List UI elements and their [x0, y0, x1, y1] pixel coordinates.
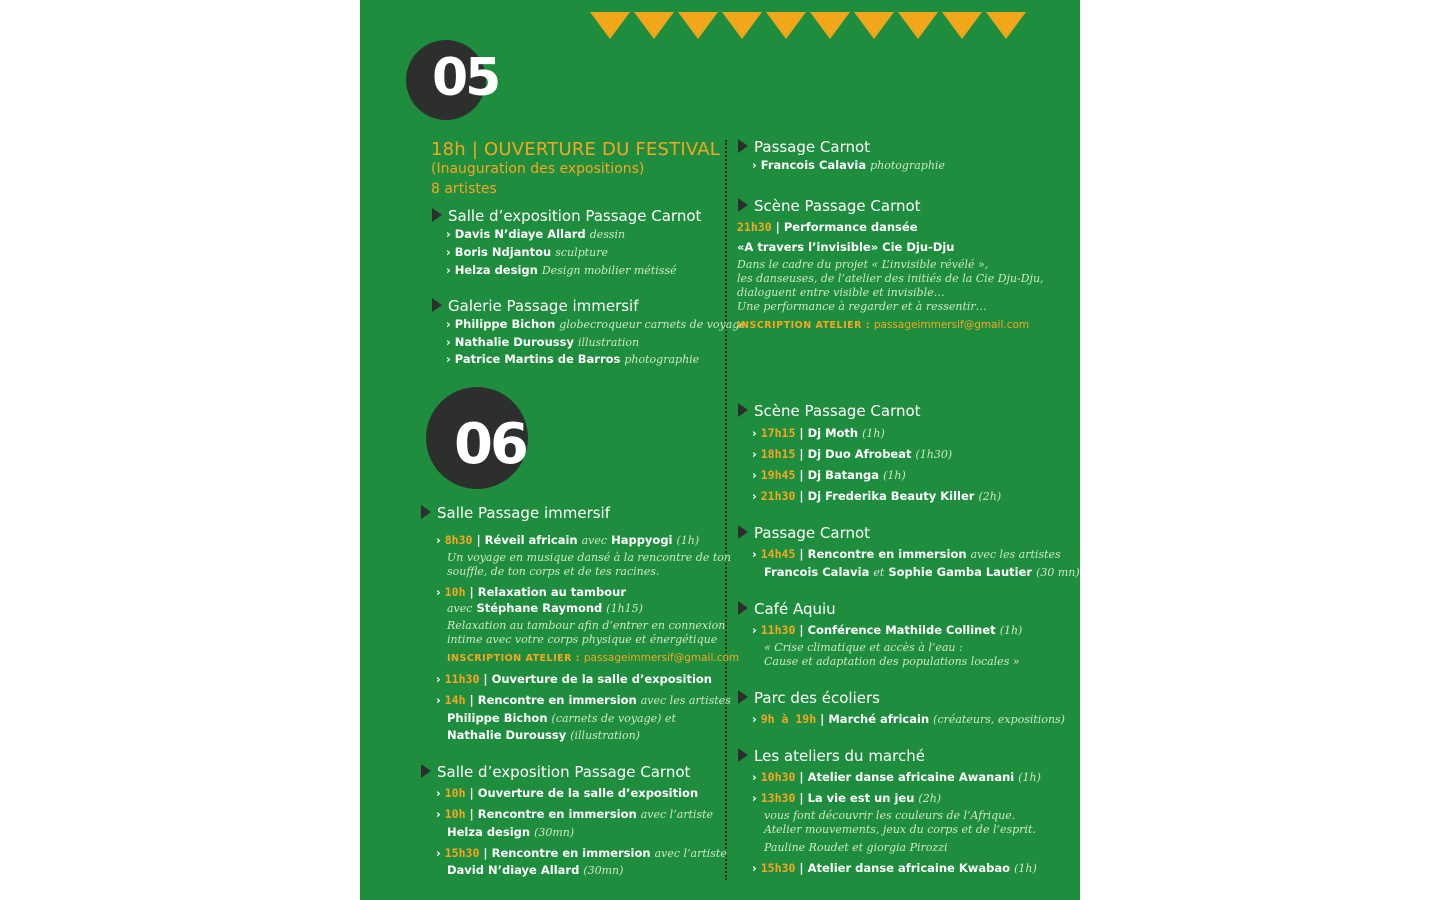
event-host: Stéphane Raymond	[476, 601, 603, 615]
triangle-bullet-icon	[738, 525, 748, 539]
venue-label: Salle Passage immersif	[437, 504, 610, 522]
event-note: avec les artistes	[970, 548, 1061, 561]
venue-cafe	[738, 601, 836, 618]
chevron-right-icon: ›	[752, 770, 757, 784]
chevron-right-icon: ›	[436, 533, 441, 547]
day-badge-05	[406, 40, 499, 120]
chevron-right-icon: ›	[752, 547, 757, 561]
chevron-right-icon: ›	[752, 489, 757, 503]
artist-discipline: globecroqueur carnets de voyage	[559, 318, 746, 331]
chevron-right-icon: ›	[446, 245, 451, 259]
inscription-email[interactable]: passageimmersif@gmail.com	[873, 319, 1030, 331]
event-duration: (1h15)	[606, 602, 643, 615]
artist-name: Helza design	[454, 263, 538, 277]
event-time: 21h30	[737, 220, 772, 234]
event-host: Happyogi	[611, 533, 673, 547]
venue-scene-06	[738, 403, 921, 420]
event-avec: avec	[581, 534, 608, 547]
flag-triangle	[722, 12, 762, 39]
event-label: | La vie est un jeu	[799, 791, 915, 805]
venue-salle-expo-06	[421, 764, 690, 781]
day-badge-06	[426, 387, 528, 489]
event-label: | Rencontre en immersion	[799, 547, 967, 561]
event-time: 10h	[444, 786, 466, 800]
event-duration: (1h30)	[915, 448, 953, 461]
opening-subtitle: (Inauguration des expositions)	[431, 161, 645, 177]
chevron-right-icon: ›	[446, 263, 451, 277]
event-duration: (30mn)	[534, 826, 575, 839]
flag-triangle	[810, 12, 850, 39]
event-duration: (1h)	[883, 469, 906, 482]
performance-desc-line: Une performance à regarder et à ressentir…	[737, 300, 987, 313]
event-time: 11h30	[760, 623, 796, 637]
event-label: | Performance dansée	[775, 220, 918, 234]
column-divider	[725, 140, 727, 880]
venue-salle-expo	[432, 208, 701, 225]
venue-passage-carnot	[738, 139, 870, 156]
chevron-right-icon: ›	[446, 335, 451, 349]
venue-label: Salle d’exposition Passage Carnot	[448, 207, 702, 225]
event-duration: (1h)	[862, 427, 885, 440]
day-number: 06	[454, 412, 526, 477]
event-relax	[436, 586, 626, 599]
event-desc-line: Un voyage en musique dansé à la rencontre de ton	[447, 551, 731, 564]
flag-triangle	[634, 12, 674, 39]
chevron-right-icon: ›	[752, 861, 757, 875]
dj-set	[752, 490, 1001, 503]
triangle-bullet-icon	[738, 690, 748, 704]
event-artist-line	[447, 712, 676, 725]
venue-ateliers	[738, 748, 925, 765]
artist-discipline: illustration	[577, 336, 640, 349]
inscription-line	[737, 320, 1029, 332]
artist-discipline: sculpture	[555, 246, 608, 259]
venue-galerie	[432, 298, 639, 315]
venue-label: Salle d’exposition Passage Carnot	[437, 763, 691, 781]
event-artist-line	[447, 826, 574, 839]
venue-label: Parc des écoliers	[754, 689, 880, 707]
list-item	[446, 246, 608, 259]
artist-name: David N’diaye Allard	[447, 863, 580, 877]
event-host-line	[447, 602, 643, 615]
conjunction: et	[873, 566, 885, 579]
list-item	[752, 159, 945, 172]
artist-discipline: Design mobilier métissé	[541, 264, 677, 277]
event-desc-line: souffle, de ton corps et de tes racines.	[447, 565, 660, 578]
event-time: 18h15	[760, 447, 796, 461]
event-atelier	[752, 862, 1037, 875]
inscription-line	[447, 653, 739, 665]
artist-name: Boris Ndjantou	[454, 245, 552, 259]
flag-triangle	[854, 12, 894, 39]
venue-label: Scène Passage Carnot	[754, 197, 921, 215]
triangle-bullet-icon	[738, 601, 748, 615]
artist-name: Philippe Bichon	[447, 711, 548, 725]
flag-triangle	[590, 12, 630, 39]
event-desc-line: intime avec votre corps physique et énergétique	[447, 633, 718, 646]
event-ouverture	[436, 787, 698, 800]
venue-passage-carnot-06	[738, 525, 870, 542]
artist-name: Nathalie Duroussy	[454, 335, 574, 349]
flag-triangle	[766, 12, 806, 39]
event-artist-line	[447, 864, 623, 877]
dj-set	[752, 448, 952, 461]
venue-label: Galerie Passage immersif	[448, 297, 639, 315]
event-duration: (30 mn)	[1036, 566, 1080, 579]
event-duration: (1h)	[1014, 862, 1037, 875]
venue-label: Les ateliers du marché	[754, 747, 925, 765]
event-time: 11h30	[444, 672, 480, 686]
artist-name: Philippe Bichon	[454, 317, 556, 331]
event-label: | Dj Duo Afrobeat	[799, 447, 912, 461]
event-note: (créateurs, expositions)	[933, 713, 1065, 726]
event-note: avec l’artiste	[654, 847, 727, 860]
event-rencontre	[436, 808, 713, 821]
list-item	[446, 264, 677, 277]
event-note: avec l’artiste	[640, 808, 714, 821]
chevron-right-icon: ›	[752, 712, 757, 726]
performance-title: «A travers l’invisible» Cie Dju-Dju	[737, 240, 955, 254]
chevron-right-icon: ›	[752, 468, 757, 482]
chevron-right-icon: ›	[436, 846, 441, 860]
event-time: 21h30	[760, 489, 796, 503]
chevron-right-icon: ›	[446, 352, 451, 366]
chevron-right-icon: ›	[446, 227, 451, 241]
event-label: | Dj Batanga	[799, 468, 880, 482]
chevron-right-icon: ›	[752, 158, 757, 172]
artist-discipline: photographie	[870, 159, 945, 172]
chevron-right-icon: ›	[436, 585, 441, 599]
list-item	[446, 353, 699, 366]
artist-discipline: dessin	[589, 228, 626, 241]
dj-set	[752, 427, 885, 440]
event-label: | Réveil africain	[476, 533, 578, 547]
event-duration: (2h)	[978, 490, 1002, 503]
performance-desc-line: Dans le cadre du projet « L’invisible révélé »,	[737, 258, 989, 271]
event-duration: (1h)	[676, 534, 700, 547]
day-number: 05	[432, 48, 499, 108]
inscription-label: INSCRIPTION ATELIER :	[447, 653, 581, 664]
event-desc-line: Relaxation au tambour afin d’entrer en connexion	[447, 619, 726, 632]
event-time: 14h45	[760, 547, 796, 561]
chevron-right-icon: ›	[436, 807, 441, 821]
artist-discipline: (carnets de voyage) et	[551, 712, 676, 725]
artist-name: Nathalie Duroussy	[447, 728, 567, 742]
performance-desc-line: dialoguent entre visible et invisible…	[737, 286, 945, 299]
event-rencontre	[436, 694, 731, 707]
event-label: | Atelier danse africaine Awanani	[799, 770, 1015, 784]
event-time: 19h45	[760, 468, 796, 482]
venue-salle-immersif	[421, 505, 610, 522]
artist-name: Davis N’diaye Allard	[454, 227, 586, 241]
event-time: 13h30	[760, 791, 796, 805]
event-marche	[752, 713, 1065, 726]
artist-name: Helza design	[447, 825, 531, 839]
flag-triangle	[898, 12, 938, 39]
artist-discipline: (illustration)	[570, 729, 640, 742]
opening-title: 18h | OUVERTURE DU FESTIVAL	[431, 139, 720, 160]
event-desc-line: vous font découvrir les couleurs de l’Afrique.	[764, 809, 1016, 822]
list-item	[446, 228, 625, 241]
event-label: | Rencontre en immersion	[469, 807, 637, 821]
event-label: | Rencontre en immersion	[483, 846, 651, 860]
venue-label: Passage Carnot	[754, 138, 871, 156]
venue-parc	[738, 690, 880, 707]
triangle-bullet-icon	[421, 764, 431, 778]
list-item	[446, 336, 639, 349]
chevron-right-icon: ›	[752, 791, 757, 805]
event-time: 10h30	[760, 770, 796, 784]
event-label: | Ouverture de la salle d’exposition	[483, 672, 712, 686]
artist-name: Francois Calavia	[764, 565, 870, 579]
venue-label: Passage Carnot	[754, 524, 871, 542]
event-time: 17h15	[760, 426, 796, 440]
flag-triangle	[942, 12, 982, 39]
event-atelier	[752, 792, 941, 805]
event-desc-line: « Crise climatique et accès à l’eau :	[764, 641, 963, 654]
performance-desc-line: les danseuses, de l’atelier des initiés de la Cie Dju-Dju,	[737, 272, 1044, 285]
venue-label: Scène Passage Carnot	[754, 402, 921, 420]
event-rencontre	[436, 847, 727, 860]
event-atelier	[752, 771, 1041, 784]
chevron-right-icon: ›	[436, 786, 441, 800]
event-label: | Conférence Mathilde Collinet	[799, 623, 996, 637]
event-artist-line	[764, 566, 1080, 579]
event-duration: (1h)	[999, 624, 1023, 637]
artist-discipline: photographie	[624, 353, 700, 366]
event-label: | Relaxation au tambour	[469, 585, 626, 599]
event-time: 9h à 19h	[760, 712, 817, 726]
artist-name: Francois Calavia	[760, 158, 867, 172]
artist-name: Sophie Gamba Lautier	[888, 565, 1033, 579]
event-label: | Dj Moth	[799, 426, 859, 440]
event-time: 10h	[444, 585, 466, 599]
event-avec: avec	[447, 602, 473, 615]
event-time: 8h30	[444, 533, 473, 547]
event-label: | Ouverture de la salle d’exposition	[469, 786, 699, 800]
chevron-right-icon: ›	[446, 317, 451, 331]
triangle-bullet-icon	[738, 198, 748, 212]
triangle-bullet-icon	[738, 403, 748, 417]
event-label: | Marché africain	[820, 712, 930, 726]
chevron-right-icon: ›	[752, 426, 757, 440]
chevron-right-icon: ›	[436, 672, 441, 686]
triangle-bullet-icon	[421, 505, 431, 519]
bunting-flags	[590, 12, 1030, 42]
flag-triangle	[986, 12, 1026, 39]
venue-scene	[738, 198, 921, 215]
festival-program-poster	[360, 0, 1080, 900]
triangle-bullet-icon	[738, 139, 748, 153]
event-time: 14h	[444, 693, 466, 707]
performance-line	[737, 221, 918, 234]
event-label: | Rencontre en immersion	[469, 693, 637, 707]
event-ouverture	[436, 673, 712, 686]
chevron-right-icon: ›	[436, 693, 441, 707]
event-note: avec les artistes	[640, 694, 731, 707]
event-time: 15h30	[444, 846, 480, 860]
event-desc-line: Atelier mouvements, jeux du corps et de l’esprit.	[764, 823, 1036, 836]
venue-label: Café Aquiu	[754, 600, 836, 618]
event-time: 10h	[444, 807, 466, 821]
artist-name: Patrice Martins de Barros	[454, 352, 621, 366]
event-label: | Dj Frederika Beauty Killer	[799, 489, 975, 503]
event-time: 15h30	[760, 861, 796, 875]
triangle-bullet-icon	[432, 298, 442, 312]
triangle-bullet-icon	[432, 208, 442, 222]
triangle-bullet-icon	[738, 748, 748, 762]
event-rencontre	[752, 548, 1061, 561]
event-conference	[752, 624, 1022, 637]
event-reveil	[436, 534, 699, 547]
chevron-right-icon: ›	[752, 623, 757, 637]
event-label: | Atelier danse africaine Kwabao	[799, 861, 1011, 875]
chevron-right-icon: ›	[752, 447, 757, 461]
inscription-email[interactable]: passageimmersif@gmail.com	[583, 652, 740, 664]
list-item	[446, 318, 746, 331]
event-duration: (1h)	[1018, 771, 1041, 784]
event-desc-line: Cause et adaptation des populations locales »	[764, 655, 1020, 668]
event-artist-line	[447, 729, 640, 742]
event-desc-line: Pauline Roudet et giorgia Pirozzi	[764, 841, 948, 854]
flag-triangle	[678, 12, 718, 39]
event-duration: (30mn)	[583, 864, 624, 877]
opening-count: 8 artistes	[431, 181, 497, 197]
dj-set	[752, 469, 906, 482]
event-duration: (2h)	[918, 792, 942, 805]
inscription-label: INSCRIPTION ATELIER :	[737, 320, 871, 331]
